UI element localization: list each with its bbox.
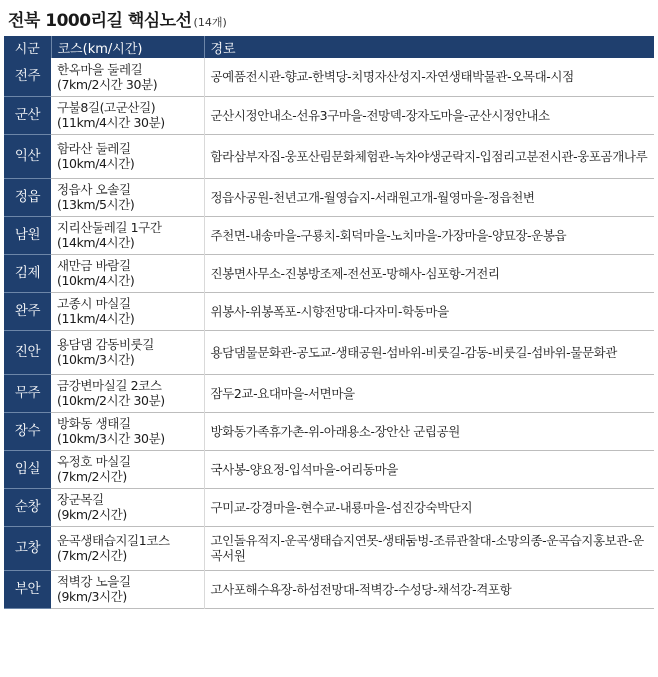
course-name: 방화동 생태길 (57, 416, 131, 431)
route-text: 주천면-내송마을-구룡치-회덕마을-노치마을-가장마을-양묘장-운봉읍 (210, 227, 567, 243)
city-cell: 진안 (4, 330, 51, 374)
course-meta: (9km/3시간) (57, 589, 127, 604)
city-cell: 군산 (4, 96, 51, 134)
table-row (4, 412, 654, 450)
course-name: 용담댐 감동비룻길 (57, 337, 154, 352)
course-name: 한옥마을 둘레길 (57, 61, 143, 77)
route-cell (204, 412, 654, 450)
table-row (4, 488, 654, 526)
course-name: 구불8길(고군산길) (57, 100, 156, 115)
route-text: 군산시정안내소-선유3구마을-전망덱-장자도마을-군산시정안내소 (210, 107, 550, 123)
route-text: 정읍사공원-천년고개-월영습지-서래원고개-월영마을-정읍천변 (210, 189, 535, 205)
city-cell: 김제 (4, 254, 51, 292)
course-cell (51, 412, 204, 450)
route-text: 공예품전시관-향교-한벽당-치명자산성지-자연생태박물관-오목대-시점 (210, 69, 574, 85)
course-meta: (11km/4시간 30분) (57, 115, 165, 130)
city-cell: 정읍 (4, 178, 51, 216)
table-row (4, 96, 654, 134)
course-meta: (10km/4시간) (57, 273, 135, 288)
course-meta: (10km/3시간 30분) (57, 431, 165, 446)
city-cell: 남원 (4, 216, 51, 254)
route-cell (204, 254, 654, 292)
page-subtitle: (14개) (193, 16, 227, 29)
route-cell (204, 374, 654, 412)
city-cell: 장수 (4, 412, 51, 450)
course-meta: (14km/4시간) (57, 235, 135, 250)
course-cell (51, 216, 204, 254)
table-row (4, 134, 654, 178)
course-cell (51, 96, 204, 134)
route-text: 국사봉-양요정-입석마을-어리동마을 (210, 461, 398, 477)
course-cell (51, 292, 204, 330)
header-course: 코스(km/시간) (51, 36, 204, 58)
route-cell (204, 178, 654, 216)
course-cell (51, 58, 204, 96)
course-name: 장군목길 (57, 492, 104, 507)
table-row (4, 450, 654, 488)
city-cell: 부안 (4, 570, 51, 608)
course-cell (51, 526, 204, 570)
route-text: 용담댐물문화관-공도교-생태공원-섬바위-비룻길-감동-비룻길-섬바위-물문화관 (210, 344, 617, 360)
route-text: 구미교-강경마을-현수교-내룡마을-섬진강숙박단지 (210, 499, 473, 515)
course-cell (51, 330, 204, 374)
course-cell (51, 254, 204, 292)
route-cell (204, 134, 654, 178)
route-cell (204, 450, 654, 488)
route-text: 함라삼부자집-웅포산림문화체험관-녹차야생군락지-입점리고분전시관-웅포곰개나루 (210, 148, 648, 164)
course-name: 정읍사 오솔길 (57, 182, 131, 197)
course-meta: (7km/2시간) (57, 548, 127, 563)
course-cell (51, 178, 204, 216)
course-name: 함라산 둘레길 (57, 141, 131, 156)
routes-table (4, 36, 654, 609)
table-row (4, 570, 654, 608)
course-name: 적벽강 노을길 (57, 574, 131, 589)
course-meta: (10km/2시간 30분) (57, 393, 165, 408)
title-row (4, 6, 654, 36)
city-cell: 완주 (4, 292, 51, 330)
course-cell (51, 570, 204, 608)
course-meta: (7km/2시간) (57, 469, 127, 484)
table-row (4, 216, 654, 254)
table-row (4, 178, 654, 216)
table-row (4, 526, 654, 570)
course-name: 지리산둘레길 1구간 (57, 220, 162, 235)
city-cell: 임실 (4, 450, 51, 488)
route-cell (204, 292, 654, 330)
route-cell (204, 330, 654, 374)
course-name: 옥정호 마실길 (57, 454, 131, 469)
table-row (4, 374, 654, 412)
course-name: 운곡생태습지길1코스 (57, 533, 170, 548)
route-cell (204, 96, 654, 134)
city-cell: 고창 (4, 526, 51, 570)
table-header-row (4, 36, 654, 58)
route-text: 잠두2교-요대마을-서면마을 (210, 385, 355, 401)
course-meta: (13km/5시간) (57, 197, 135, 212)
route-cell (204, 526, 654, 570)
route-text: 고사포해수욕장-하섬전망대-적벽강-수성당-채석강-격포항 (210, 581, 512, 597)
table-row (4, 58, 654, 96)
header-city: 시군 (4, 36, 51, 58)
table-row (4, 254, 654, 292)
route-cell (204, 488, 654, 526)
course-meta: (10km/4시간) (57, 156, 135, 171)
course-meta: (11km/4시간) (57, 311, 135, 326)
route-text: 고인돌유적지-운곡생태습지연못-생태둠벙-조류관찰대-소망의종-운곡습지홍보관-운곡서원 (210, 533, 644, 563)
course-name: 금강변마실길 2코스 (57, 378, 162, 393)
route-cell (204, 570, 654, 608)
course-name: 고종시 마실길 (57, 296, 131, 311)
city-cell: 전주 (4, 58, 51, 96)
course-meta: (9km/2시간) (57, 507, 127, 522)
route-cell (204, 58, 654, 96)
route-text: 위봉사-위봉폭포-시향전망대-다자미-학동마을 (210, 303, 449, 319)
page-title: 전북 1000리길 핵심노선 (8, 11, 192, 31)
table-row (4, 292, 654, 330)
city-cell: 무주 (4, 374, 51, 412)
course-cell (51, 134, 204, 178)
header-route: 경로 (204, 36, 654, 58)
course-name: 새만금 바람길 (57, 258, 131, 273)
table-row (4, 330, 654, 374)
city-cell: 순창 (4, 488, 51, 526)
route-text: 방화동가족휴가촌-위-아래용소-장안산 군립공원 (210, 423, 460, 439)
course-cell (51, 488, 204, 526)
course-cell (51, 450, 204, 488)
city-cell: 익산 (4, 134, 51, 178)
route-cell (204, 216, 654, 254)
route-text: 진봉면사무소-진봉방조제-전선포-망해사-심포항-거전리 (210, 265, 500, 281)
course-meta: (10km/3시간) (57, 352, 135, 367)
course-meta: (7km/2시간 30분) (57, 76, 158, 92)
course-cell (51, 374, 204, 412)
